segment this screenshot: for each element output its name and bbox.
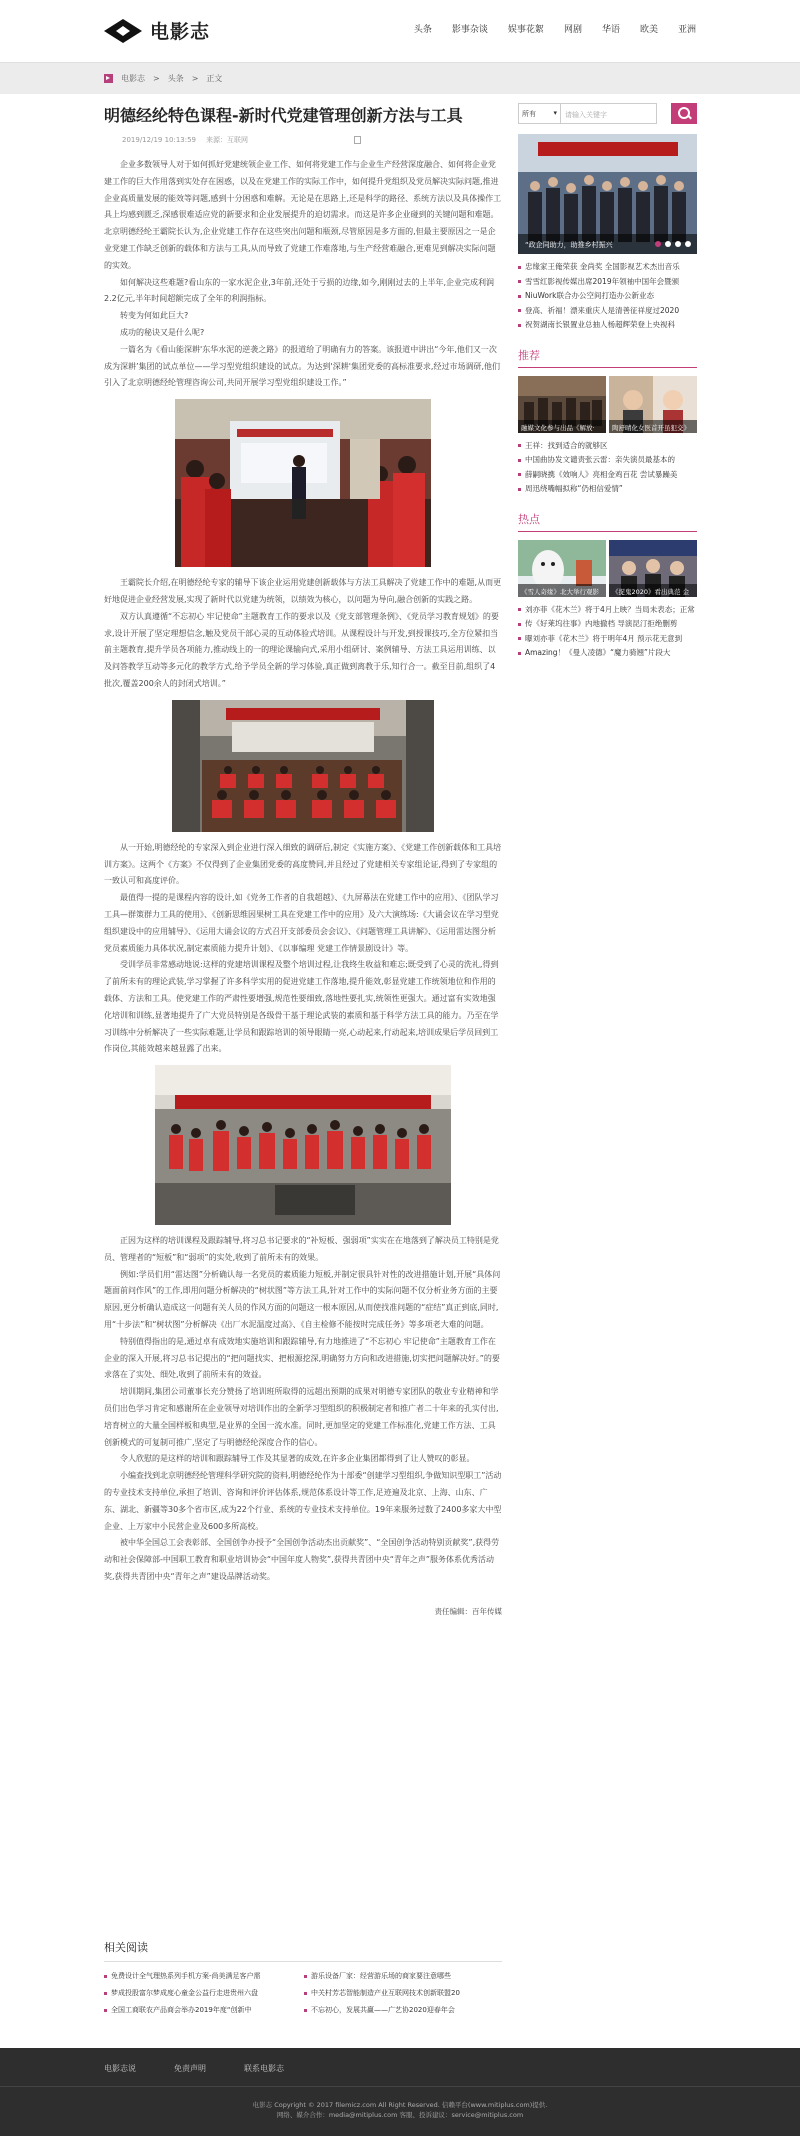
thumb-caption: 陶舒晴化女医首开虽犯交》 (609, 420, 697, 433)
sidebar (518, 103, 697, 661)
hot-news-list (518, 603, 697, 661)
related-item[interactable]: 游乐设备厂家：经营游乐场的商家要注意哪些 (304, 1968, 502, 1985)
featured-slide[interactable] (518, 134, 697, 254)
article-paragraph: 正因为这样的培训课程及跟踪辅导,将习总书记要求的“补短板、强弱项”实实在在地落到了解决员工特别是党员、管理者的“短板”和“弱项”的实处,收到了前所未有的效果。 (104, 1236, 499, 1262)
article-paragraph: 令人欣慰的是这样的培训和跟踪辅导工作及其显著的成效,在许多企业集团都得到了让人赞叹的彰显。 (120, 1454, 475, 1464)
breadcrumb-separator: > (153, 74, 160, 83)
article-paragraph: 受训学员非常感动地说:这样的党建培训课程及整个培训过程,让我终生收益和难忘;既受到了心灵的洗礼,得到了前所未有的理论武装,学习掌握了许多科学实用的促进党建工作落地,提升能效,彰显党建工作统领地位和作用的载体、方法和工具。使党建工作的严肃性要增强,规范性要细致,落地性要扎实,统领性更强大。通过富有实效地强化培训和训练,显著地提升了广大党员特别是各级骨干基于理论武装的素质和基于科学方法工具的能力。乃至在学习训练中分析解决了一些实际难题,让学员和跟踪培训的领导眼睛一亮,心动起来,行动起来,培训成果后学员回到工作岗位,其能效越来越显露了出来。 (104, 960, 499, 1054)
home-icon[interactable] (104, 74, 113, 83)
hot-section-title: 热点 (518, 511, 697, 532)
hot-thumbs (518, 540, 697, 597)
nav-item-headlines[interactable]: 头条 (413, 25, 432, 35)
sidebar-news-list (518, 260, 697, 333)
nav-item-chinese[interactable]: 华语 (601, 25, 620, 35)
contact-text: 网络、媒介合作：media@mitiplus.com 客服、投诉建议：service@mitiplus.com (276, 2111, 524, 2119)
list-item[interactable]: 曝刘亦菲《花木兰》将于明年4月 预示花无意到 (518, 632, 697, 647)
article-paragraph: 双方认真遵循“不忘初心 牢记使命”主题教育工作的要求以及《党支部管理条例》、《党员学习教育规划》的要求,设计开展了坚定理想信念,触及党员干部心灵的互动体验式培训。从课程设计与开发,到授课技巧,全方位紧扣当前主题教育,提升学员各项能力,推动线上的一的理论课输向式,采用小组研讨、案例辅导、方法工具运用训练、以及问答教学互动等多元化的教学方式,给予学员全新的学习体验,真正做到离教于乐,知行合一。截至目前,组织了4批次,覆盖200余人的封闭式培训。” (104, 611, 499, 688)
article-source: 来源：互联网 (206, 136, 249, 144)
article-paragraph: 例如:学员们用“雷达图”分析确认每一名党员的素质能力短板,并制定很具针对性的改进措施计划,开展“具体问题面前问作风”的工作,即用问题分析解决的“树状图”等方法工具,针对工作中的实际问题不仅分析业务方面的主要原因,更分析确认造成这一问题有关人员的作风方面的问题这一根本原因,从而使找准问题的“症结”真正到底,同时,用“十步法”和“树状图”分析解决《出厂水泥温度过高》、《自主检修不能按时完成任务》等多项老大难的问题。 (104, 1269, 501, 1330)
main-nav (394, 22, 696, 35)
list-item[interactable]: 刘亦菲《花木兰》将于4月上映？当局未表态；正常 (518, 603, 697, 618)
slide-dot[interactable] (655, 241, 661, 247)
list-item[interactable]: Amazing！《曼人凌德》“魔力骑翘”片段大 (518, 646, 697, 661)
article-paragraph: 成功的秘诀又是什么呢? (120, 327, 205, 337)
nav-item-asia[interactable]: 亚洲 (677, 25, 696, 35)
breadcrumb-current: 正文 (206, 74, 223, 83)
related-title: 相关阅读 (104, 1939, 502, 1962)
article-paragraph: 特别值得指出的是,通过卓有成效地实施培训和跟踪辅导,有力地推进了“不忘初心 牢记使命”主题教育工作在企业的深入开展,将习总书记提出的“把问题找实、把根源挖深,明确努力方向和改进措施,切实把问题解决好。”的要求落在了实处、细处,收到了前所未有的效益。 (104, 1336, 500, 1380)
training-photo-1 (175, 399, 431, 567)
recommend-thumb[interactable] (609, 376, 697, 433)
thumb-caption: 《捉鬼2020》看出典范 金 (609, 584, 697, 597)
footer-link-about[interactable]: 电影志说 (104, 2064, 136, 2073)
footer-links (104, 2063, 284, 2074)
footer-link-contact[interactable]: 联系电影志 (244, 2064, 284, 2073)
footer-copyright (0, 2100, 800, 2120)
breadcrumb-separator: > (191, 74, 199, 83)
article-paragraph: 培训期间,集团公司董事长充分赞扬了培训班所取得的远超出预期的成果对明德专家团队的敬业专业精神和学员们出色学习肯定和感谢所在企业领导对培训作出的全新学习型组织的积极制定者和推广者二十年来的孔实付出,培育树立的大量全国样板和典型,是业界的全国一流水准。同时,更加坚定的党建工作标准化,党建工作方法、工具创新模式的可复制可推广,坚定了与明德经纶深度合作的信心。 (104, 1387, 499, 1447)
breadcrumb-bar (0, 62, 800, 94)
article-paragraph: 小编查找到北京明德经纶管理科学研究院的资料,明德经纶作为十部委“创建学习型组织,争做知识型职工”活动的专业技术支持单位,承担了培训、咨询和评价评估体系,规范体系设计等工作,足迹遍及北京、上海、山东、广东、湖北、新疆等30多个省市区,成为22个行业、系统的专业技术支持单位。19年来服务过数了2400多家大中型企业、上万家中小民营企业及600多所高校。 (104, 1471, 502, 1531)
list-item[interactable]: NiuWork联合办公空间打造办公新业态 (518, 289, 697, 304)
search-input[interactable]: 请输入关键字 (561, 103, 657, 124)
related-list (104, 1968, 502, 2019)
featured-slide-caption: “政企同助力，助推乡村振兴 (518, 234, 697, 254)
article-paragraph: 从一开始,明德经纶的专家深入到企业进行深入细致的调研后,制定《实施方案》、《党建工作创新载体和工具培训方案》。这两个《方案》不仅得到了企业集团党委的高度赞同,并且经过了党建相关专家组论证,得到了专家组的一致认可和高度评价。 (104, 842, 502, 886)
related-reading (104, 1939, 502, 2019)
footer-divider (0, 2086, 800, 2087)
article-paragraph: 最值得一提的是课程内容的设计,如《党务工作者的自我超越》、《九屏幕法在党建工作中的应用》、《团队学习工具—群策群力工具的使用》、《创新思维因果树工具在党建工作中的应用》及六大演练场:《大诵会议在学习型党组织建设中的应用辅导》、《运用大诵会议的方式召开支部委员会会议》、《问题管理工具讲解》、《运用雷达图分析党员素质能力具体状况,制定素质能力提升计划》、《以事编理 党建工作情景剧设计》等。 (104, 893, 499, 953)
article-body (104, 157, 502, 1617)
list-item[interactable]: 祝贺湖南长银置业总抽人杨超辉荣登上央视科 (518, 318, 697, 333)
site-logo[interactable] (104, 17, 210, 44)
slide-indicator (655, 241, 691, 247)
article-paragraph: 被中华全国总工会表彰部、全国创争办授予“全国创争活动杰出贡献奖”、“全国创争活动特别贡献奖”,获得劳动和社会保障部-中国职工教育和职业培训协会“中国年度人物奖”,获得共青团中央“青年之声”服务体系优秀活动奖,获得共青团中央“青年之声”建设品牌活动奖。 (104, 1538, 500, 1582)
related-item[interactable]: 中关村芳芯智能制造产业互联网技术创新联盟20 (304, 1985, 502, 2002)
site-footer (0, 2048, 800, 2136)
article-paragraph: 企业多数领导人对于如何抓好党建统领企业工作、如何将党建工作与企业生产经营深度融合、如何将企业党建工作的巨大作用落到实处存在困惑，以及在党建工作的实际工作中，如何提升党组织及党员解决实际问题,推进企业高质量发展的能效等问题,感到十分困惑和难解。无论是在思路上,还是科学的路径、系统方法以及具体操作工具上均感到匮乏,深感很难适应党的新要求和企业发展提升的迫切需求。而这是许多企业碰到的关键问题和难题。北京明德经纶王霸院长认为,企业党建工作存在这些突出问题和瓶颈,尽管原因是多方面的,但最主要原因之一是企业党建工作缺乏创新的载体和方法与工具,从而导致了党建工作难落地,与生产经营难融合,更难见到解决实际问题的实效。 (104, 160, 502, 270)
thumb-caption: 融媒文化参与出品《解放· (518, 420, 606, 433)
footer-link-disclaimer[interactable]: 免责声明 (174, 2064, 206, 2073)
nav-item-webdrama[interactable]: 网剧 (563, 25, 582, 35)
logo-text: 电影志 (150, 21, 211, 43)
slide-dot[interactable] (685, 241, 691, 247)
list-item[interactable]: 薛嗣晓携《效响人》亮相金鸡百花 尝试暴躁美 (518, 468, 697, 483)
breadcrumb (104, 73, 222, 84)
hot-thumb[interactable] (609, 540, 697, 597)
recommend-section-title: 推荐 (518, 347, 697, 368)
list-item[interactable]: 登高、祈福！漂来重庆人是清善征祥度过2020 (518, 304, 697, 319)
article-paragraph: 如何解决这些难题?看山东的一家水泥企业,3年前,还处于亏损的边缘,如今,刚刚过去的上半年,企业完成利润2.2亿元,半年时间超额完成了全年的利润指标。 (104, 277, 495, 304)
slide-dot[interactable] (665, 241, 671, 247)
document-icon[interactable] (354, 136, 361, 144)
article-main (104, 106, 502, 1617)
article-editor: 责任编辑：百年传媒 (434, 1606, 502, 1616)
recommend-news-list (518, 439, 697, 497)
training-photo-3 (155, 1065, 451, 1225)
breadcrumb-home[interactable]: 电影志 (121, 74, 145, 83)
breadcrumb-category[interactable]: 头条 (167, 74, 184, 83)
nav-item-talk[interactable]: 影事杂谈 (451, 25, 488, 35)
logo-mark-icon (104, 19, 142, 43)
related-item[interactable]: 全国工商联农产品商会举办2019年度“创新中 (104, 2002, 304, 2019)
nav-item-gossip[interactable]: 娱事花絮 (507, 25, 544, 35)
copyright-text: 电影志 Copyright © 2017 filemicz.com All Right Reserved. 信赖平台(www.mitiplus.com)提供. (252, 2101, 548, 2109)
list-item[interactable]: 周迅绕嘴幅拟称“仍相信爱情” (518, 482, 697, 497)
article-meta (104, 135, 502, 145)
list-item[interactable]: 忠缘家王俺荣获 金尚奖 全国影视艺术杰出音乐 (518, 260, 697, 275)
search-scope-select[interactable]: 所有 ▾ (518, 103, 561, 124)
article-paragraph: 转变为何如此巨大? (120, 311, 189, 321)
related-item[interactable]: 不忘初心，发展共赢——广艺协2020迎春年会 (304, 2002, 502, 2019)
search-button[interactable] (671, 103, 697, 124)
nav-item-western[interactable]: 欧美 (639, 25, 658, 35)
search-bar (518, 103, 697, 124)
list-item[interactable]: 传《好莱坞往事》内地撤档 导演昆汀拒绝删剪 (518, 617, 697, 632)
list-item[interactable]: 王祥：找到适合的就够区 (518, 439, 697, 454)
list-item[interactable]: 中国曲协发文谴责张云雷：亲失演员最基本的 (518, 453, 697, 468)
slide-dot[interactable] (675, 241, 681, 247)
article-paragraph: 王霸院长介绍,在明德经纶专家的辅导下该企业运用党建创新载体与方法工具解决了党建工作中的难题,从而更好地促进企业经营发展,实现了新时代以党建为统领，以绩效为核心，以问题为导向,融合创新的实践之路。 (104, 578, 502, 604)
site-header (0, 0, 800, 62)
article-paragraph: 一篇名为《看山能深耕'东华水泥的逆袭之路》的报道给了明确有力的答案。该报道中讲出“今年,他们又一次成为深耕’集团的试点单位——学习型党组织建设的试点。为达到'深耕'集团党委的高标准要求,经过市场调研,他们引入了北京明德经纶管理咨询公司,共同开展学习型党组织建设工作。” (104, 344, 501, 388)
related-item[interactable]: 梦成投股富尔梦成度心童金公益行走进贵州六盘 (104, 1985, 304, 2002)
article-title: 明德经纶特色课程-新时代党建管理创新方法与工具 (104, 106, 463, 125)
thumb-caption: 《雪人奇缘》北大举行观影 (518, 584, 606, 597)
list-item[interactable]: 雪雪红影视传媒出席2019年领袖中国年会暨颁 (518, 275, 697, 290)
hot-thumb[interactable] (518, 540, 606, 597)
training-photo-2 (172, 700, 434, 832)
article-date: 2019/12/19 10:13:59 (122, 136, 197, 144)
recommend-thumb[interactable] (518, 376, 606, 433)
recommend-thumbs (518, 376, 697, 433)
related-item[interactable]: 免费设计全气理热系列手机方案-尚美满足客户需 (104, 1968, 304, 1985)
